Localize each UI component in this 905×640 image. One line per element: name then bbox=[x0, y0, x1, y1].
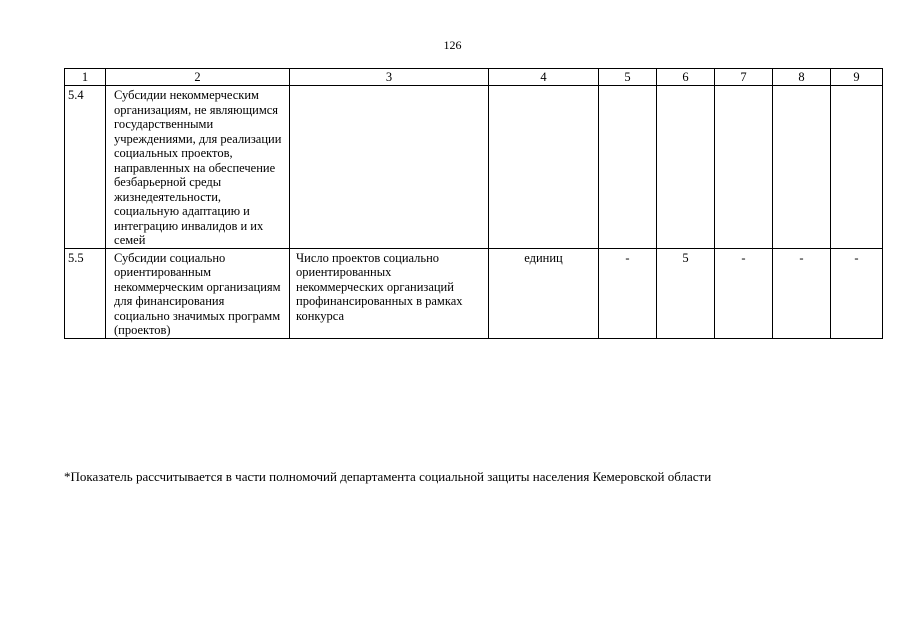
value-cell: - bbox=[715, 248, 773, 338]
value-cell: 5 bbox=[657, 248, 715, 338]
unit-cell: единиц bbox=[489, 248, 599, 338]
table-header-row bbox=[65, 69, 883, 86]
column-header: 7 bbox=[715, 69, 773, 86]
column-header: 5 bbox=[599, 69, 657, 86]
table-row bbox=[65, 248, 883, 338]
value-cell: - bbox=[773, 248, 831, 338]
value-cell bbox=[599, 86, 657, 249]
value-cell bbox=[657, 86, 715, 249]
row-number: 5.5 bbox=[65, 248, 106, 338]
column-header: 9 bbox=[831, 69, 883, 86]
footnote: *Показатель рассчитывается в части полномочий департамента социальной защиты населения Кемеровской области bbox=[64, 469, 712, 484]
indicator-name: Число проектов социально ориентированных некоммерческих организаций профинансированных в рамках конкурса bbox=[290, 248, 489, 338]
column-header: 6 bbox=[657, 69, 715, 86]
measure-name: Субсидии социально ориентированным некоммерческим организациям для финансирования социально значимых программ (проектов) bbox=[106, 248, 290, 338]
column-header: 8 bbox=[773, 69, 831, 86]
value-cell bbox=[773, 86, 831, 249]
column-header: 1 bbox=[65, 69, 106, 86]
value-cell bbox=[715, 86, 773, 249]
value-cell: - bbox=[599, 248, 657, 338]
indicator-name bbox=[290, 86, 489, 249]
column-header: 3 bbox=[290, 69, 489, 86]
page-number: 126 bbox=[443, 38, 462, 52]
table-row bbox=[65, 86, 883, 249]
indicators-table bbox=[64, 68, 883, 339]
column-header: 2 bbox=[106, 69, 290, 86]
unit-cell bbox=[489, 86, 599, 249]
value-cell: - bbox=[831, 248, 883, 338]
column-header: 4 bbox=[489, 69, 599, 86]
value-cell bbox=[831, 86, 883, 249]
measure-name: Субсидии некоммерческим организациям, не являющимся государственными учреждениями, для реализации социальных проектов, направленных на обеспечение безбарьерной среды жизнедеятельности, социальную адаптацию и интеграцию инвалидов и их семей bbox=[106, 86, 290, 249]
row-number: 5.4 bbox=[65, 86, 106, 249]
